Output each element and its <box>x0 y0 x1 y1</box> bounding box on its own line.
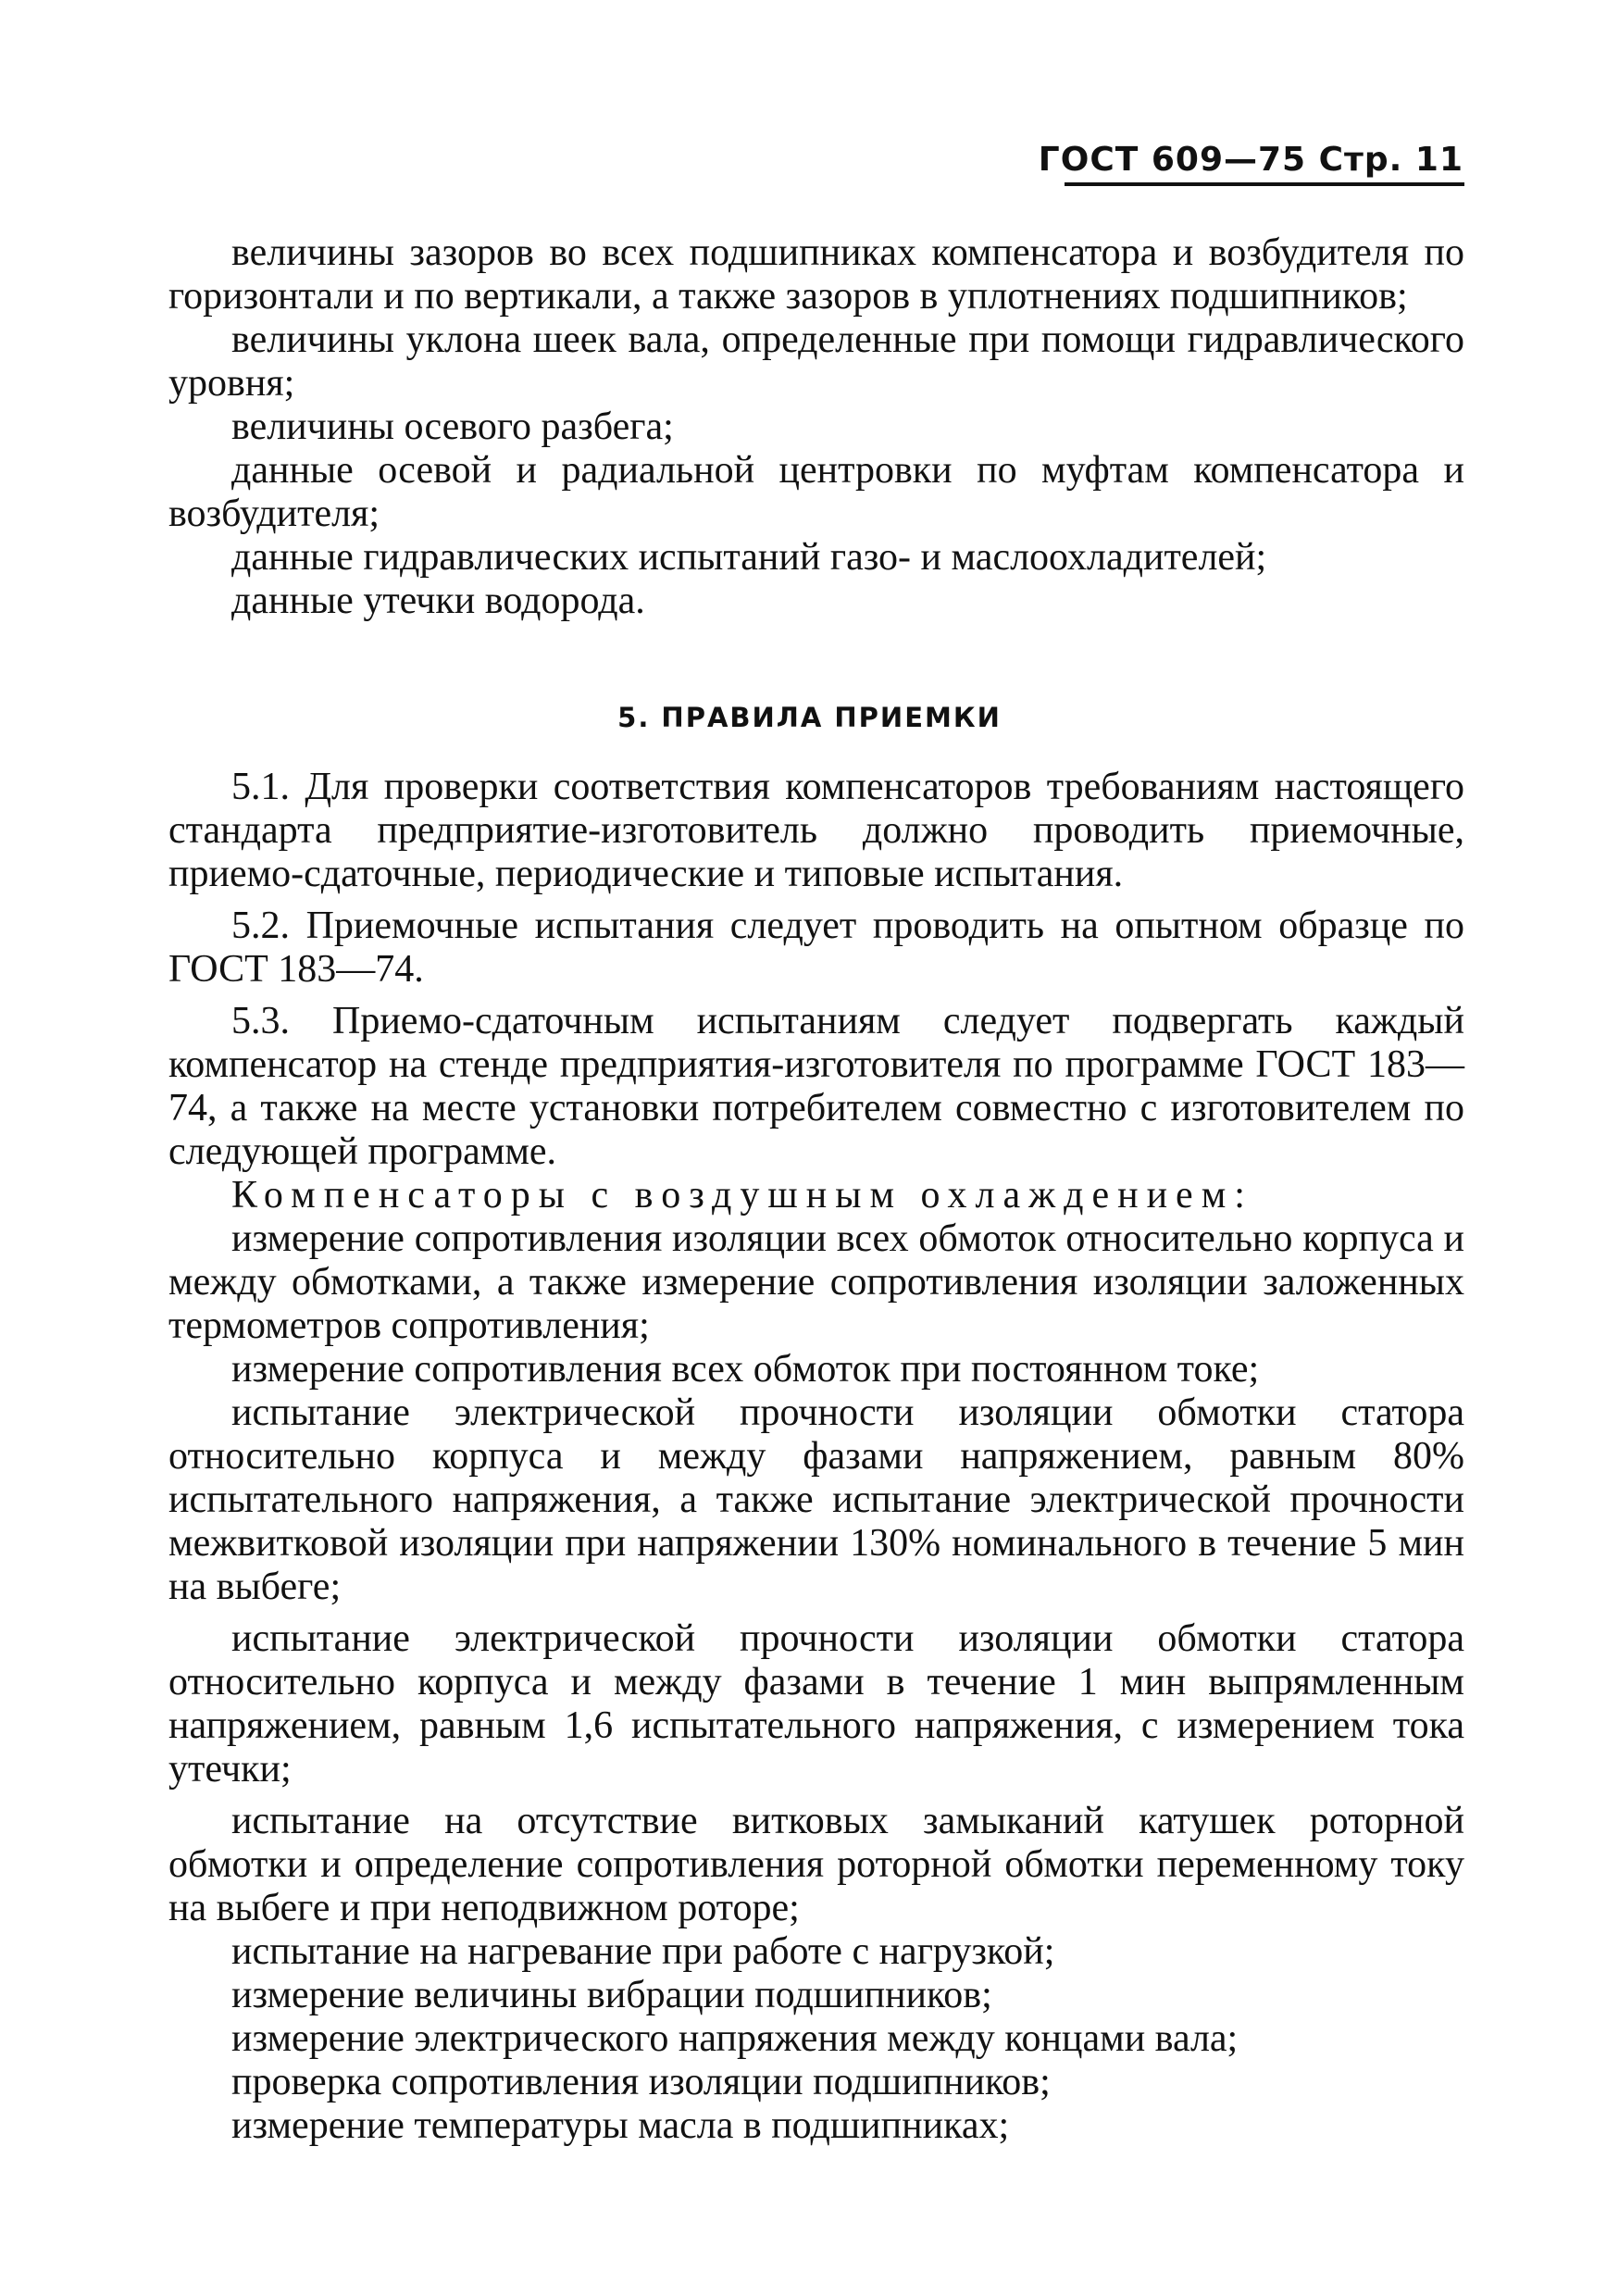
subheading: Компенсаторы с воздушным охлаждением: <box>231 1174 1253 1217</box>
list-item: измерение электрического напряжения между концами вала; <box>231 2017 1239 2060</box>
list-item: величины зазоров во всех подшипниках компенсатора и возбудителя по горизонтали и по вертикали, а также зазоров в уплотнениях подшипников; <box>168 231 1464 318</box>
list-item: измерение величины вибрации подшипников; <box>231 1974 992 2016</box>
section-body <box>168 766 1464 2148</box>
paragraph-5-3: 5.3. Приемо-сдаточным испытаниям следует подвергать каждый компенсатор на стенде предприятия-изготовителя по программе ГОСТ 183—74, а также на месте установки потребителем совместно с изготовителем по следующей программе. <box>168 1000 1464 1173</box>
list-item: измерение температуры масла в подшипниках; <box>231 2104 1010 2147</box>
list-item: величины осевого разбега; <box>231 406 674 448</box>
measurement-list <box>168 231 1464 623</box>
list-item: величины уклона шеек вала, определенные при помощи гидравлического уровня; <box>168 318 1464 405</box>
list-item: данные гидравлических испытаний газо- и маслоохладителей; <box>231 536 1267 579</box>
list-item: испытание электрической прочности изоляции обмотки статора относительно корпуса и между фазами напряжением, равным 80% испытательного напряжения, а также испытание электрической прочности межвитковой изоляции при напряжении 130% номинального в течение 5 мин на выбеге; <box>168 1391 1464 1608</box>
list-item: испытание на отсутствие витковых замыканий катушек роторной обмотки и определение сопротивления роторной обмотки переменному току на выбеге и при неподвижном роторе; <box>168 1800 1464 1929</box>
header-rule <box>1065 182 1464 186</box>
list-item: данные утечки водорода. <box>231 580 645 622</box>
list-item: измерение сопротивления изоляции всех обмоток относительно корпуса и между обмотками, а также измерение сопротивления изоляции заложенных термометров сопротивления; <box>168 1217 1464 1347</box>
list-item: измерение сопротивления всех обмоток при постоянном токе; <box>231 1348 1260 1391</box>
section-title: 5. ПРАВИЛА ПРИЕМКИ <box>617 702 1002 733</box>
page-header: ГОСТ 609—75 Стр. 11 <box>1038 141 1463 179</box>
list-item: проверка сопротивления изоляции подшипников; <box>231 2061 1051 2103</box>
paragraph-5-2: 5.2. Приемочные испытания следует проводить на опытном образце по ГОСТ 183—74. <box>168 905 1464 991</box>
paragraph-5-1: 5.1. Для проверки соответствия компенсаторов требованиям настоящего стандарта предприятие-изготовитель должно проводить приемочные, приемо-сдаточные, периодические и типовые испытания. <box>168 766 1464 895</box>
list-item: испытание на нагревание при работе с нагрузкой; <box>231 1930 1055 1973</box>
list-item: испытание электрической прочности изоляции обмотки статора относительно корпуса и между фазами в течение 1 мин выпрямленным напряжением, равным 1,6 испытательного напряжения, с измерением тока утечки; <box>168 1617 1464 1791</box>
list-item: данные осевой и радиальной центровки по муфтам компенсатора и возбудителя; <box>168 449 1464 535</box>
